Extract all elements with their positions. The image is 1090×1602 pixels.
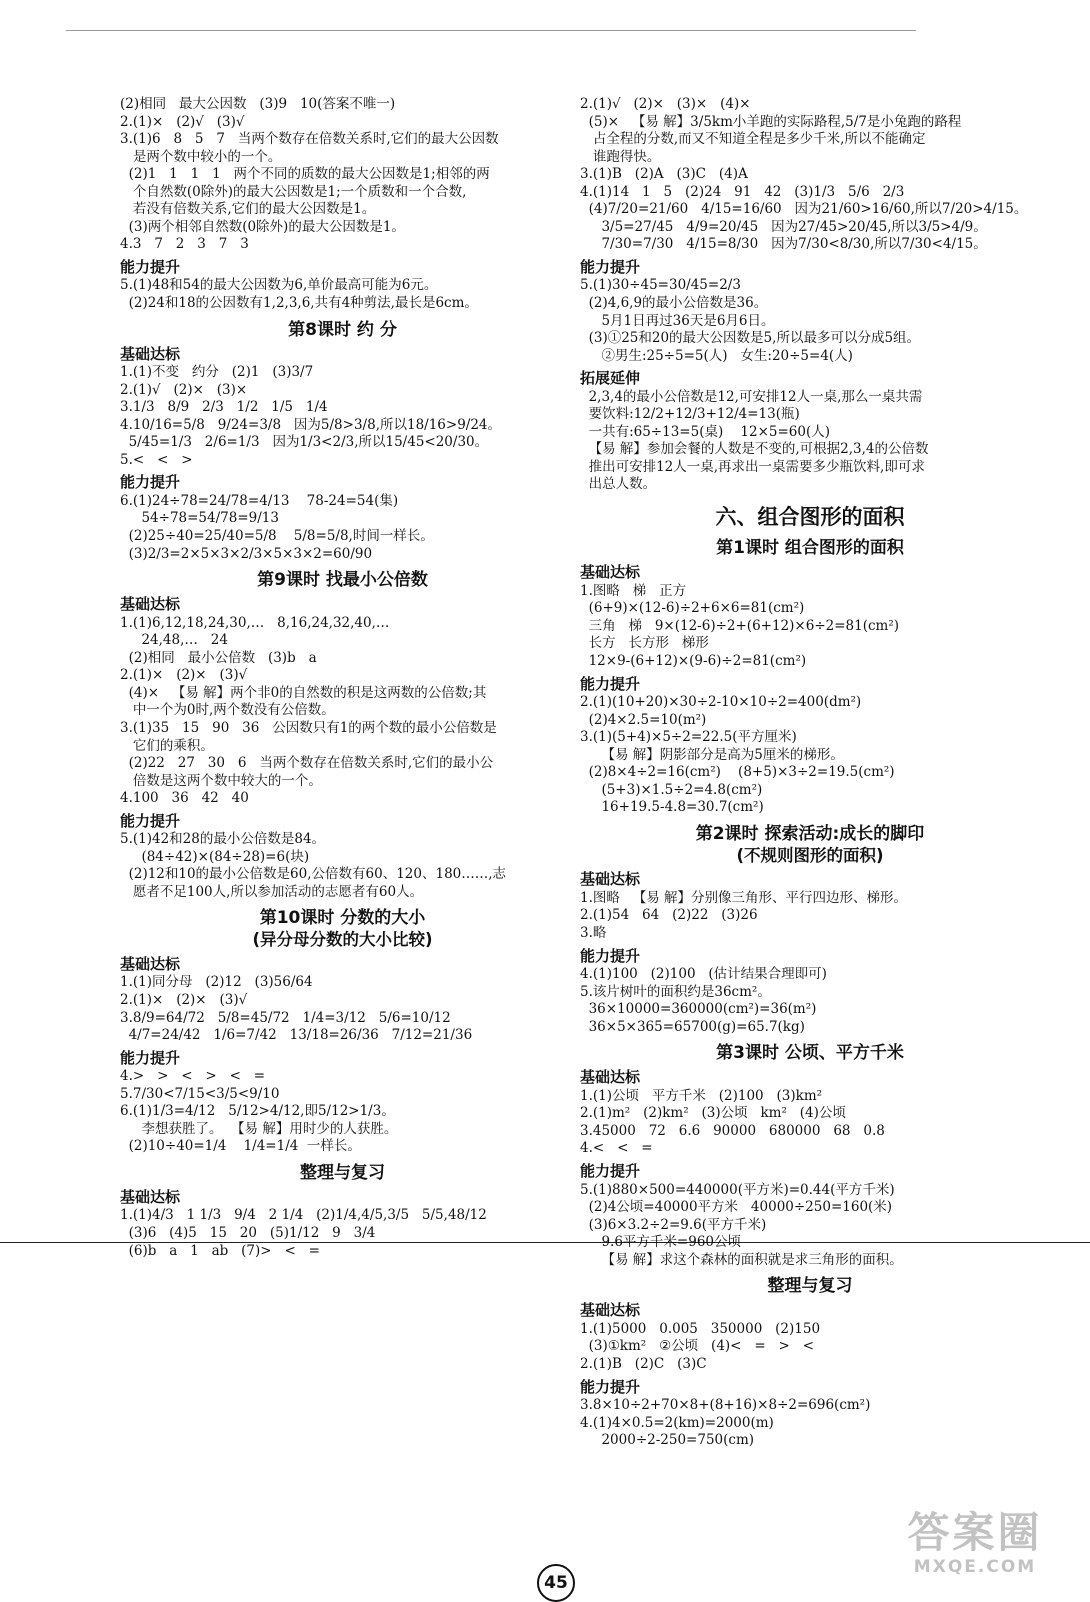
answer-line: (3)6×3.2÷2=9.6(平方千米)	[580, 1216, 767, 1233]
answer-line: 【易 解】求这个森林的面积就是求三角形的面积。	[580, 1251, 903, 1268]
section-heading: 基础达标	[120, 954, 181, 973]
section-heading: 能力提升	[120, 257, 181, 276]
answer-line: 它们的乘积。	[120, 737, 214, 754]
answer-line: 2000÷2-250=750(cm)	[580, 1432, 755, 1449]
answer-line: (2)4,6,9的最小公倍数是36。	[580, 294, 768, 311]
section-heading: 能力提升	[580, 257, 641, 276]
answer-line: 54÷78=54/78=9/13	[120, 510, 279, 527]
answer-line: 3.(1)B (2)A (3)C (4)A	[580, 166, 748, 183]
answer-line: 6.(1)1/3=4/12 5/12>4/12,即5/12>1/3。	[120, 1103, 395, 1120]
answer-line: 1.图略 梯 正方	[580, 582, 687, 599]
lesson-title: 第9课时 找最小公倍数	[257, 570, 428, 591]
answer-line: 5.该片树叶的面积约是36cm²。	[580, 983, 771, 1000]
answer-line: 2.(1)× (2)× (3)√	[120, 991, 248, 1008]
answer-line: 2.(1)× (2)× (3)√	[120, 667, 248, 684]
answer-line: 1.(1)4/3 1 1/3 9/4 2 1/4 (2)1/4,4/5,3/5 5/5,48/12	[120, 1207, 487, 1224]
lesson-title: 第10课时 分数的大小	[259, 908, 426, 929]
answer-line: 李想获胜了。 【易 解】用时少的人获胜。	[120, 1120, 398, 1137]
answer-line: 若没有倍数关系,它们的最大公因数是1。	[120, 201, 376, 218]
section-heading: 基础达标	[120, 1187, 181, 1206]
answer-line: 36×10000=360000(cm²)=36(m²)	[580, 1001, 817, 1018]
answer-line: 16+19.5-4.8=30.7(cm²)	[580, 799, 764, 816]
answer-line: 2.(1)54 64 (2)22 (3)26	[580, 907, 758, 924]
lesson-title: 第2课时 探索活动:成长的脚印	[695, 823, 925, 844]
answer-line: 1.图略 【易 解】分别像三角形、平行四边形、梯形。	[580, 889, 908, 906]
watermark-logo	[895, 1510, 1055, 1578]
answer-line: 3.(1)6 8 5 7 当两个数存在倍数关系时,它们的最大公因数	[120, 131, 499, 148]
lesson-title: 第8课时 约 分	[288, 319, 397, 340]
answer-line: (2)12和10的最小公倍数是60,公倍数有60、120、180……,志	[120, 866, 507, 883]
answer-line: (6+9)×(12-6)÷2+6×6=81(cm²)	[580, 600, 805, 617]
section-heading: 能力提升	[120, 473, 181, 492]
answer-line: 2.(1)m² (2)km² (3)公顷 km² (4)公顷	[580, 1105, 846, 1122]
answer-line: 4.(1)100 (2)100 (估计结果合理即可)	[580, 966, 827, 983]
answer-line: 5.(1)42和28的最小公倍数是84。	[120, 831, 326, 848]
answer-line: 出总人数。	[580, 476, 657, 493]
section-heading: 能力提升	[580, 1162, 641, 1181]
answer-line: (2)4×2.5=10(m²)	[580, 711, 707, 728]
answer-line: (2)相同 最大公因数 (3)9 10(答案不唯一)	[120, 96, 396, 112]
answer-line: 3.1/3 8/9 2/3 1/2 1/5 1/4	[120, 399, 328, 416]
answer-line: 5.(1)48和54的最大公因数为6,单价最高可能为6元。	[120, 277, 438, 294]
right-column	[580, 96, 1040, 1450]
answer-line: 【易 解】参加会餐的人数是不变的,可根据2,3,4的公倍数	[580, 441, 929, 458]
answer-line: 是两个数中较小的一个。	[120, 148, 282, 165]
lesson-title: 第1课时 组合图形的面积	[716, 538, 904, 559]
answer-line: (4)7/20=21/60 4/15=16/60 因为21/60>16/60,所以7/20>4/15。	[580, 201, 1028, 218]
answer-line: 1.(1)不变 约分 (2)1 (3)3/7	[120, 364, 314, 381]
answer-line: 4.100 36 42 40	[120, 790, 249, 807]
left-column	[120, 96, 565, 1260]
answer-line: (2)4公顷=40000平方米 40000÷250=160(米)	[580, 1199, 893, 1216]
answer-line: 愿者不足100人,所以参加活动的志愿者有60人。	[120, 883, 424, 900]
answer-line: 占全程的分数,而又不知道全程是多少千米,所以不能确定	[580, 131, 926, 148]
answer-line: (3)①km² ②公顷 (4)< = > <	[580, 1338, 815, 1355]
answer-line: (2)22 27 30 6 当两个数存在倍数关系时,它们的最小公	[120, 755, 494, 772]
answer-line: 要饮料:12/2+12/3+12/4=13(瓶)	[580, 406, 800, 423]
answer-line: 三角 梯 9×(12-6)÷2+(6+12)×6÷2=81(cm²)	[580, 617, 900, 634]
answer-line: (2)10÷40=1/4 1/4=1/4 一样长。	[120, 1138, 361, 1155]
answer-line: 4.> > < > < =	[120, 1068, 266, 1085]
answer-line: 【易 解】阴影部分是高为5厘米的梯形。	[580, 746, 844, 763]
answer-line: (3)2/3=2×5×3×2/3×5×3×2=60/90	[120, 545, 373, 562]
answer-line: 24,48,… 24	[120, 632, 228, 649]
answer-line: 4/7=24/42 1/6=7/42 13/18=26/36 7/12=21/36	[120, 1027, 473, 1044]
lesson-subtitle: (异分母分数的大小比较)	[252, 930, 433, 950]
section-heading: 基础达标	[580, 563, 641, 582]
section-heading: 能力提升	[120, 1048, 181, 1067]
answer-line: (84÷42)×(84÷28)=6(块)	[120, 848, 310, 865]
answer-line: (3)①25和20的最大公因数是5,所以最多可以分成5组。	[580, 330, 921, 347]
answer-line: (2)相同 最小公倍数 (3)b a	[120, 649, 317, 666]
lesson-title: 整理与复习	[767, 1276, 853, 1297]
answer-line: 12×9-(6+12)×(9-6)÷2=81(cm²)	[580, 653, 807, 670]
page-number: 45	[537, 1564, 575, 1602]
lesson-title: 第3课时 公顷、平方千米	[716, 1043, 904, 1064]
answer-line: 谁跑得快。	[580, 148, 661, 165]
answer-line: 36×5×365=65700(g)=65.7(kg)	[580, 1018, 805, 1035]
answer-line: 1.(1)公顷 平方千米 (2)100 (3)km²	[580, 1087, 823, 1104]
answer-line: 1.(1)5000 0.005 350000 (2)150	[580, 1320, 821, 1337]
answer-line: (3)两个相邻自然数(0除外)的最大公因数是1。	[120, 218, 405, 235]
answer-line: (4)× 【易 解】两个非0的自然数的积是这两数的公倍数;其	[120, 684, 487, 701]
watermark-title: 答案圈	[907, 1508, 1043, 1557]
answer-line: (5+3)×1.5÷2=4.8(cm²)	[580, 781, 763, 798]
answer-line: 4.< < =	[580, 1140, 653, 1157]
answer-line: 个自然数(0除外)的最大公因数是1;一个质数和一个合数,	[120, 183, 467, 200]
answer-line: 推出可安排12人一桌,再求出一桌需要多少瓶饮料,即可求	[580, 458, 925, 475]
answer-line: 3.(1)(5+4)×5÷2=22.5(平方厘米)	[580, 729, 797, 746]
section-heading: 基础达标	[580, 1301, 641, 1320]
answer-line: 5.< < >	[120, 451, 193, 468]
answer-line: (2)1 1 1 1 两个不同的质数的最大公因数是1;相邻的两	[120, 166, 490, 183]
answer-line: 2.(1)√ (2)× (3)×	[120, 381, 248, 398]
answer-line: 3.8/9=64/72 5/8=45/72 1/4=3/12 5/6=10/12	[120, 1009, 451, 1026]
answer-line: 2,3,4的最小公倍数是12,可安排12人一桌,那么一桌共需	[580, 388, 923, 405]
answer-line: 5/45=1/3 2/6=1/3 因为1/3<2/3,所以15/45<20/30。	[120, 434, 489, 451]
answer-line: 4.(1)14 1 5 (2)24 91 42 (3)1/3 5/6 2/3	[580, 183, 905, 200]
answer-line: 3.(1)35 15 90 36 公因数只有1的两个数的最小公倍数是	[120, 719, 497, 736]
unit-title: 六、组合图形的面积	[715, 504, 905, 529]
answer-line: 5.7/30<7/15<3/5<9/10	[120, 1085, 280, 1102]
section-heading: 基础达标	[120, 344, 181, 363]
answer-line: (6)b a 1 ab (7)> < =	[120, 1242, 320, 1259]
answer-line: ②男生:25÷5=5(人) 女生:20÷5=4(人)	[580, 347, 853, 364]
answer-line: 3.8×10÷2+70×8+(8+16)×8÷2=696(cm²)	[580, 1397, 871, 1413]
top-rule	[66, 30, 916, 31]
answer-line: 倍数是这两个数中较大的一个。	[120, 772, 322, 789]
answer-line: (3)6 (4)5 15 20 (5)1/12 9 3/4	[120, 1224, 376, 1241]
section-heading: 拓展延伸	[580, 369, 641, 388]
section-heading: 基础达标	[580, 870, 641, 889]
lesson-subtitle: (不规则图形的面积)	[736, 845, 884, 865]
section-heading: 能力提升	[120, 811, 181, 830]
answer-line: 3.略	[580, 925, 607, 942]
answer-line: 4.(1)4×0.5=2(km)=2000(m)	[580, 1414, 774, 1431]
answer-line: 长方 长方形 梯形	[580, 635, 709, 652]
answer-line: 2.(1)B (2)C (3)C	[580, 1355, 707, 1372]
answer-line: 2.(1)(10+20)×30÷2-10×10÷2=400(dm²)	[580, 694, 862, 711]
section-heading: 能力提升	[580, 946, 641, 965]
section-heading: 能力提升	[580, 1377, 641, 1396]
answer-line: 中一个为0时,两个数没有公倍数。	[120, 702, 335, 719]
answer-line: 2.(1)√ (2)× (3)× (4)×	[580, 96, 751, 112]
answer-line: 6.(1)24÷78=24/78=4/13 78-24=54(集)	[120, 492, 399, 509]
answer-line: (2)25÷40=25/40=5/8 5/8=5/8,时间一样长。	[120, 527, 434, 544]
answer-line: 7/30=7/30 4/15=8/30 因为7/30<8/30,所以7/30<4/15。	[580, 236, 987, 253]
answer-line: (2)8×4÷2=16(cm²) (8+5)×3÷2=19.5(cm²)	[580, 764, 895, 781]
section-heading: 能力提升	[580, 674, 641, 693]
answer-line: 5.(1)30÷45=30/45=2/3	[580, 277, 741, 294]
answer-line: (2)24和18的公因数有1,2,3,6,共有4种剪法,最长是6cm。	[120, 294, 478, 311]
answer-line: 4.10/16=5/8 9/24=3/8 因为5/8>3/8,所以18/16>9/24。	[120, 416, 502, 433]
answer-line: 1.(1)6,12,18,24,30,… 8,16,24,32,40,…	[120, 614, 390, 631]
answer-line: 5月1日再过36天是6月6日。	[580, 312, 775, 329]
answer-line: 5.(1)880×500=440000(平方米)=0.44(平方千米)	[580, 1181, 895, 1198]
answer-line: 4.3 7 2 3 7 3	[120, 236, 249, 253]
answer-line: 1.(1)同分母 (2)12 (3)56/64	[120, 974, 313, 991]
watermark-site: MXQE.COM	[913, 1557, 1037, 1577]
answer-line: 一共有:65÷13=5(桌) 12×5=60(人)	[580, 423, 831, 440]
lesson-title: 整理与复习	[300, 1162, 385, 1183]
answer-line: 9.6平方千米=960公顷	[580, 1234, 742, 1251]
section-heading: 基础达标	[580, 1068, 641, 1087]
answer-line: 3.45000 72 6.6 90000 680000 68 0.8	[580, 1122, 885, 1139]
answer-line: 3/5=27/45 4/9=20/45 因为27/45>20/45,所以3/5>4/9。	[580, 218, 987, 235]
section-heading: 基础达标	[120, 595, 181, 614]
answer-line: (5)× 【易 解】3/5km小羊跑的实际路程,5/7是小兔跑的路程	[580, 113, 962, 130]
answer-line: 2.(1)× (2)√ (3)√	[120, 113, 245, 130]
